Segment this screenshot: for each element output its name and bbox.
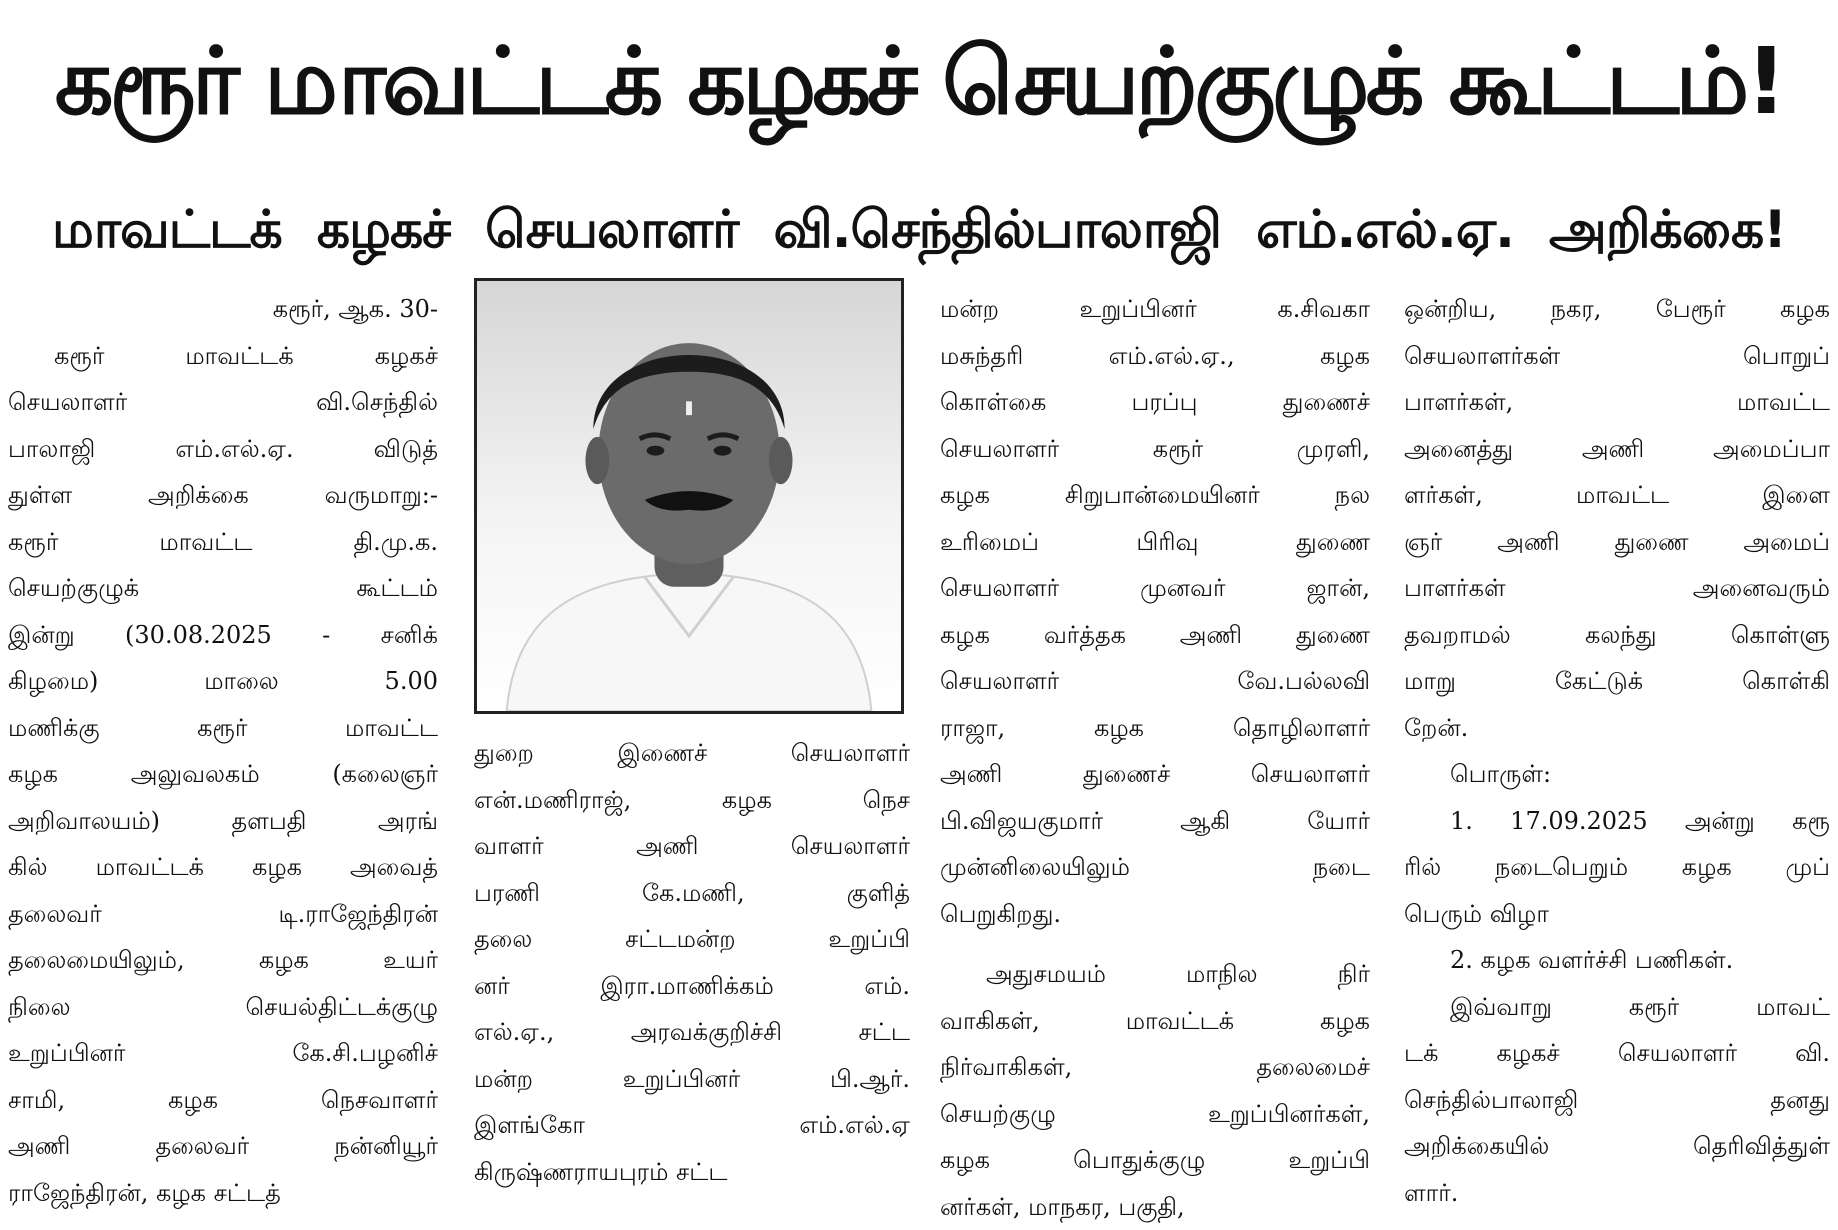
text-line: அணி தலைவர் நன்னியூர் (8, 1123, 438, 1170)
text-line: பாளர்கள் அனைவரும் (1404, 565, 1830, 612)
text-line: அறிவாலயம்) தளபதி அரங் (8, 798, 438, 845)
text-line: கழக சிறுபான்மையினர் நல (940, 472, 1370, 519)
text-line: ளர்கள், மாவட்ட இளை (1404, 472, 1830, 519)
column-4-closing (1404, 984, 1830, 1217)
text-line: பாலாஜி எம்.எல்.ஏ. விடுத் (8, 426, 438, 473)
text-line: செயலாளர் வி.செந்தில் (8, 379, 438, 426)
text-line: கழக வர்த்தக அணி துணை (940, 612, 1370, 659)
text-line: உறுப்பினர் கே.சி.பழனிச் (8, 1030, 438, 1077)
subject-item-1 (1404, 798, 1830, 938)
text-line: துறை இணைச் செயலாளர் (474, 730, 910, 777)
text-line: டக் கழகச் செயலாளர் வி. (1404, 1030, 1830, 1077)
text-line: ராஜா, கழக தொழிலாளர் (940, 705, 1370, 752)
text-line: கரூர் மாவட்ட தி.மு.க. (8, 519, 438, 566)
text-line: இவ்வாறு கரூர் மாவட் (1404, 984, 1830, 1031)
text-line: செந்தில்பாலாஜி தனது (1404, 1077, 1830, 1124)
text-line: றேன். (1404, 705, 1830, 752)
article-column-2 (474, 730, 910, 1195)
text-line: செயலாளர் வே.பல்லவி (940, 658, 1370, 705)
text-line: சாமி, கழக நெசவாளர் (8, 1077, 438, 1124)
text-line: தலைவர் டி.ராஜேந்திரன் (8, 891, 438, 938)
text-line: செயலாளர் முனவர் ஜான், (940, 565, 1370, 612)
text-line: கழக பொதுக்குழு உறுப்பி (940, 1137, 1370, 1184)
text-line: தவறாமல் கலந்து கொள்ளு (1404, 612, 1830, 659)
text-line: ஒன்றிய, நகர, பேரூர் கழக (1404, 286, 1830, 333)
text-line: நிர்வாகிகள், தலைமைச் (940, 1044, 1370, 1091)
text-line: னர்கள், மாநகர, பகுதி, (940, 1184, 1370, 1230)
column-4-paragraph-1 (1404, 286, 1830, 751)
text-line: மசுந்தரி எம்.எல்.ஏ., கழக (940, 333, 1370, 380)
text-line: செயலாளர் கரூர் முரளி, (940, 426, 1370, 473)
headline: கரூர் மாவட்டக் கழகச் செயற்குழுக் கூட்டம்! (0, 12, 1838, 152)
subject-label: பொருள்: (1404, 751, 1830, 798)
text-line: ராஜேந்திரன், கழக சட்டத் (8, 1170, 438, 1217)
text-line: வாளர் அணி செயலாளர் (474, 823, 910, 870)
text-line: மன்ற உறுப்பினர் பி.ஆர். (474, 1056, 910, 1103)
text-line: முன்னிலையிலும் நடை (940, 844, 1370, 891)
column-1-text (8, 333, 438, 1217)
text-line: ரில் நடைபெறும் கழக முப் (1404, 844, 1830, 891)
article-column-1 (8, 286, 438, 1216)
text-line: அதுசமயம் மாநில நிர் (940, 951, 1370, 998)
text-line: செயலாளர்கள் பொறுப் (1404, 333, 1830, 380)
text-line: 1. 17.09.2025 அன்று கரூ (1404, 798, 1830, 845)
text-line: என்.மணிராஜ், கழக நெச (474, 777, 910, 824)
text-line: நிலை செயல்திட்டக்குழு (8, 984, 438, 1031)
text-line: கரூர் மாவட்டக் கழகச் (8, 333, 438, 380)
text-line: இளங்கோ எம்.எல்.ஏ (474, 1102, 910, 1149)
article-column-4 (1404, 286, 1830, 1216)
text-line: எல்.ஏ., அரவக்குறிச்சி சட்ட (474, 1009, 910, 1056)
text-line: ஞர் அணி துணை அமைப் (1404, 519, 1830, 566)
text-line: துள்ள அறிக்கை வருமாறு:- (8, 472, 438, 519)
text-line: செயற்குழுக் கூட்டம் (8, 565, 438, 612)
column-2-text (474, 730, 910, 1195)
text-line: வாகிகள், மாவட்டக் கழக (940, 998, 1370, 1045)
subheadline: மாவட்டக் கழகச் செயலாளர் வி.செந்தில்பாலாஜி எம்.எல்.ஏ. அறிக்கை! (0, 180, 1838, 280)
dateline: கரூர், ஆக. 30- (8, 286, 438, 333)
text-line: மாறு கேட்டுக் கொள்கி (1404, 658, 1830, 705)
text-line: செயற்குழு உறுப்பினர்கள், (940, 1091, 1370, 1138)
text-line: பரணி கே.மணி, குளித் (474, 870, 910, 917)
portrait-photo (474, 278, 904, 714)
text-line: அணி துணைச் செயலாளர் (940, 751, 1370, 798)
column-3-paragraph-1 (940, 286, 1370, 937)
text-line: தலை சட்டமன்ற உறுப்பி (474, 916, 910, 963)
text-line: மன்ற உறுப்பினர் க.சிவகா (940, 286, 1370, 333)
text-line: உரிமைப் பிரிவு துணை (940, 519, 1370, 566)
text-line: கில் மாவட்டக் கழக அவைத் (8, 844, 438, 891)
text-line: மணிக்கு கரூர் மாவட்ட (8, 705, 438, 752)
text-line: இன்று (30.08.2025 - சனிக் (8, 612, 438, 659)
text-line: கழக அலுவலகம் (கலைஞர் (8, 751, 438, 798)
portrait-photo-icon (477, 281, 901, 711)
text-line: கிழமை) மாலை 5.00 (8, 658, 438, 705)
text-line: கொள்கை பரப்பு துணைச் (940, 379, 1370, 426)
column-3-paragraph-2 (940, 951, 1370, 1230)
article-column-3 (940, 286, 1370, 1230)
text-line: பெறுகிறது. (940, 891, 1370, 938)
subject-item-2: 2. கழக வளர்ச்சி பணிகள். (1404, 937, 1830, 984)
text-line: பாளர்கள், மாவட்ட (1404, 379, 1830, 426)
text-line: பி.விஜயகுமார் ஆகி யோர் (940, 798, 1370, 845)
text-line: பெரும் விழா (1404, 891, 1830, 938)
text-line: அனைத்து அணி அமைப்பா (1404, 426, 1830, 473)
text-line: னர் இரா.மாணிக்கம் எம். (474, 963, 910, 1010)
text-line: கிருஷ்ணராயபுரம் சட்ட (474, 1149, 910, 1196)
text-line: அறிக்கையில் தெரிவித்துள் (1404, 1123, 1830, 1170)
text-line: தலைமையிலும், கழக உயர் (8, 937, 438, 984)
text-line: ளார். (1404, 1170, 1830, 1217)
